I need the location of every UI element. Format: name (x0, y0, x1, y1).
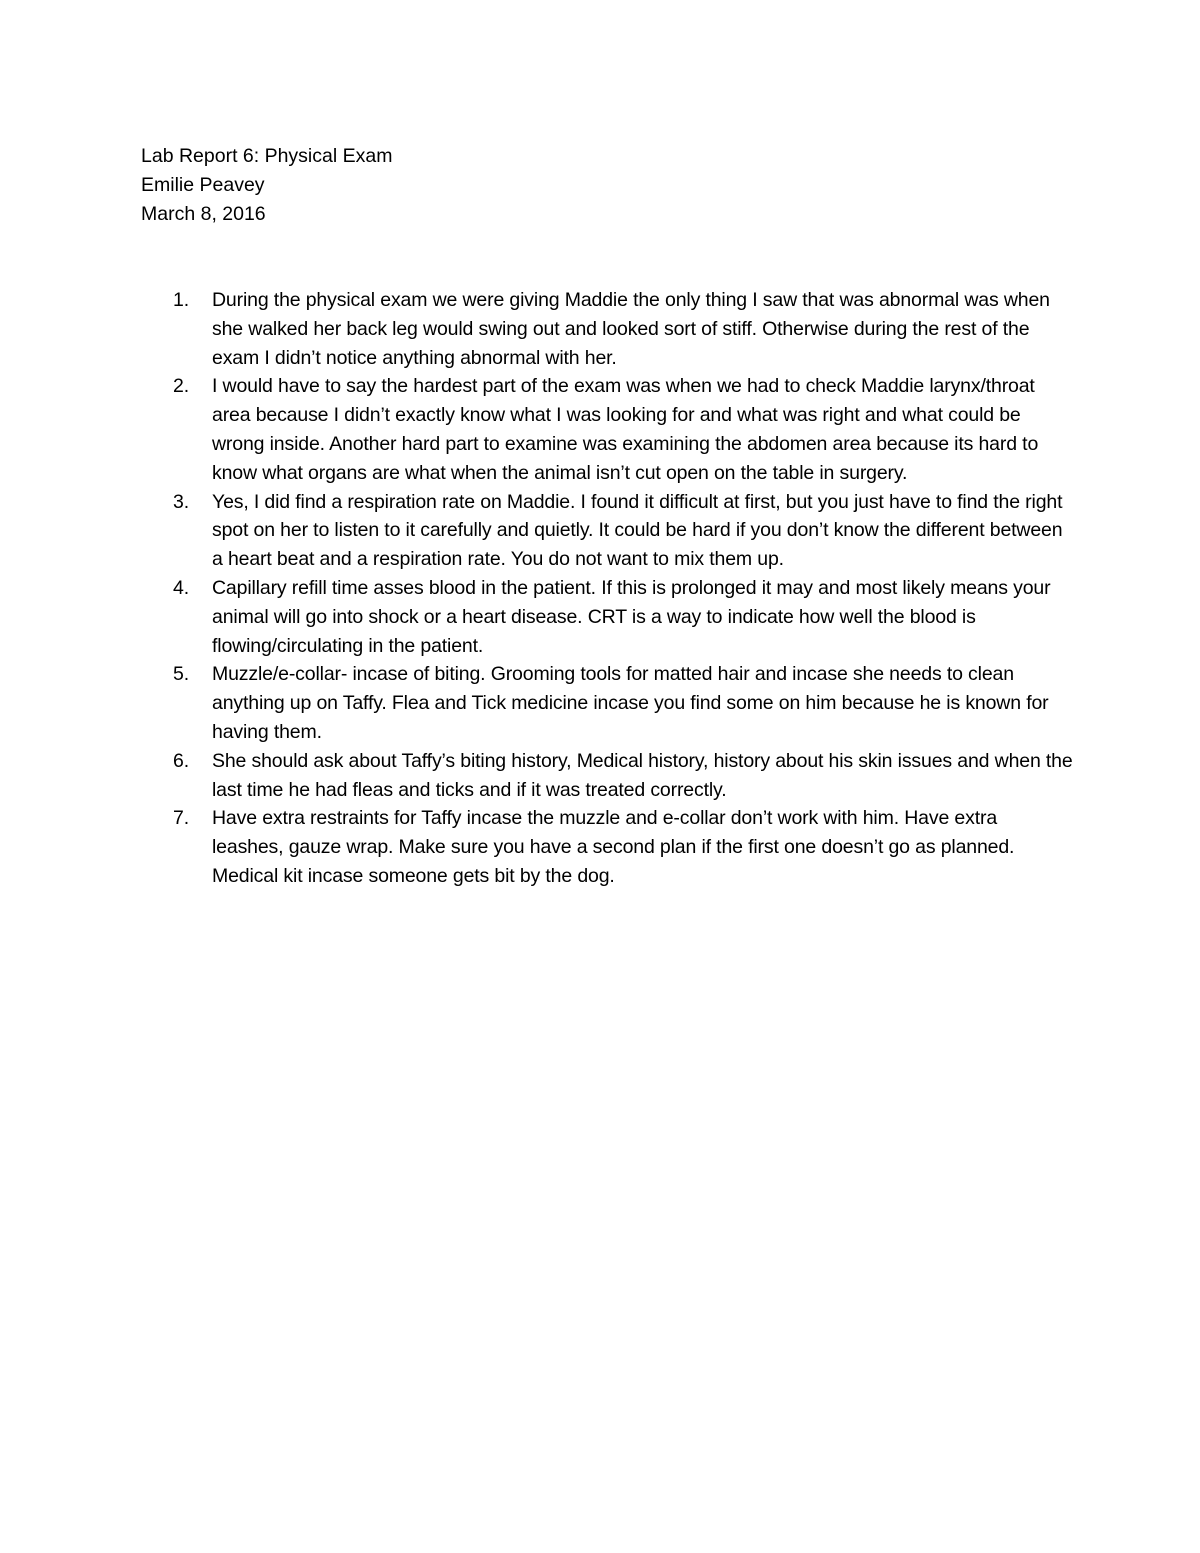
answer-item-7 (173, 804, 1073, 890)
answer-number: 4. (173, 576, 189, 599)
answer-number: 2. (173, 375, 189, 398)
answer-number: 3. (173, 490, 189, 513)
answer-number: 7. (173, 807, 189, 830)
report-date: March 8, 2016 (141, 203, 266, 225)
answer-item-2 (173, 372, 1073, 487)
answer-item-3 (173, 488, 1073, 574)
answer-text: I would have to say the hardest part of the exam was when we had to check Maddie larynx/throat area because I didn’t exactly know what I was looking for and what was right and what could be wrong inside. Another hard part to examine was examining the abdomen area because its hard to know what organs are what when the animal isn’t cut open on the table in surgery. (212, 375, 1039, 484)
author-name: Emilie Peavey (141, 174, 265, 196)
answer-text: Muzzle/e-collar- incase of biting. Grooming tools for matted hair and incase she needs to clean anything up on Taffy. Flea and Tick medicine incase you find some on him because he is known for having them. (212, 663, 1049, 743)
answer-item-1 (173, 286, 1073, 372)
answer-number: 6. (173, 749, 189, 772)
answer-text: During the physical exam we were giving Maddie the only thing I saw that was abnormal was when she walked her back leg would swing out and looked sort of stiff. Otherwise during the rest of the exam I didn’t notice anything abnormal with her. (212, 289, 1050, 369)
answer-number: 1. (173, 289, 189, 311)
answer-item-4 (173, 574, 1073, 660)
answer-item-6 (173, 747, 1073, 805)
answer-text: She should ask about Taffy’s biting history, Medical history, history about his skin issues and when the last time he had fleas and ticks and if it was treated correctly. (212, 749, 1073, 801)
answer-text: Capillary refill time asses blood in the patient. If this is prolonged it may and most likely means your animal will go into shock or a heart disease. CRT is a way to indicate how well the blood is flowing/circulating in the patient. (212, 576, 1051, 657)
answer-item-5 (173, 660, 1073, 746)
answer-text: Have extra restraints for Taffy incase the muzzle and e-collar don’t work with him. Have extra leashes, gauze wrap. Make sure you have a second plan if the first one doesn’t go as planned. Medical kit incase someone gets bit by the dog. (212, 807, 1015, 887)
report-title: Lab Report 6: Physical Exam (141, 145, 393, 167)
answer-list (173, 286, 1073, 891)
document-header (141, 142, 1061, 229)
answer-number: 5. (173, 663, 189, 686)
answer-text: Yes, I did find a respiration rate on Maddie. I found it difficult at first, but you just have to find the right spot on her to listen to it carefully and quietly. It could be hard if you don’t know the different between a heart beat and a respiration rate. You do not want to mix them up. (212, 490, 1063, 571)
